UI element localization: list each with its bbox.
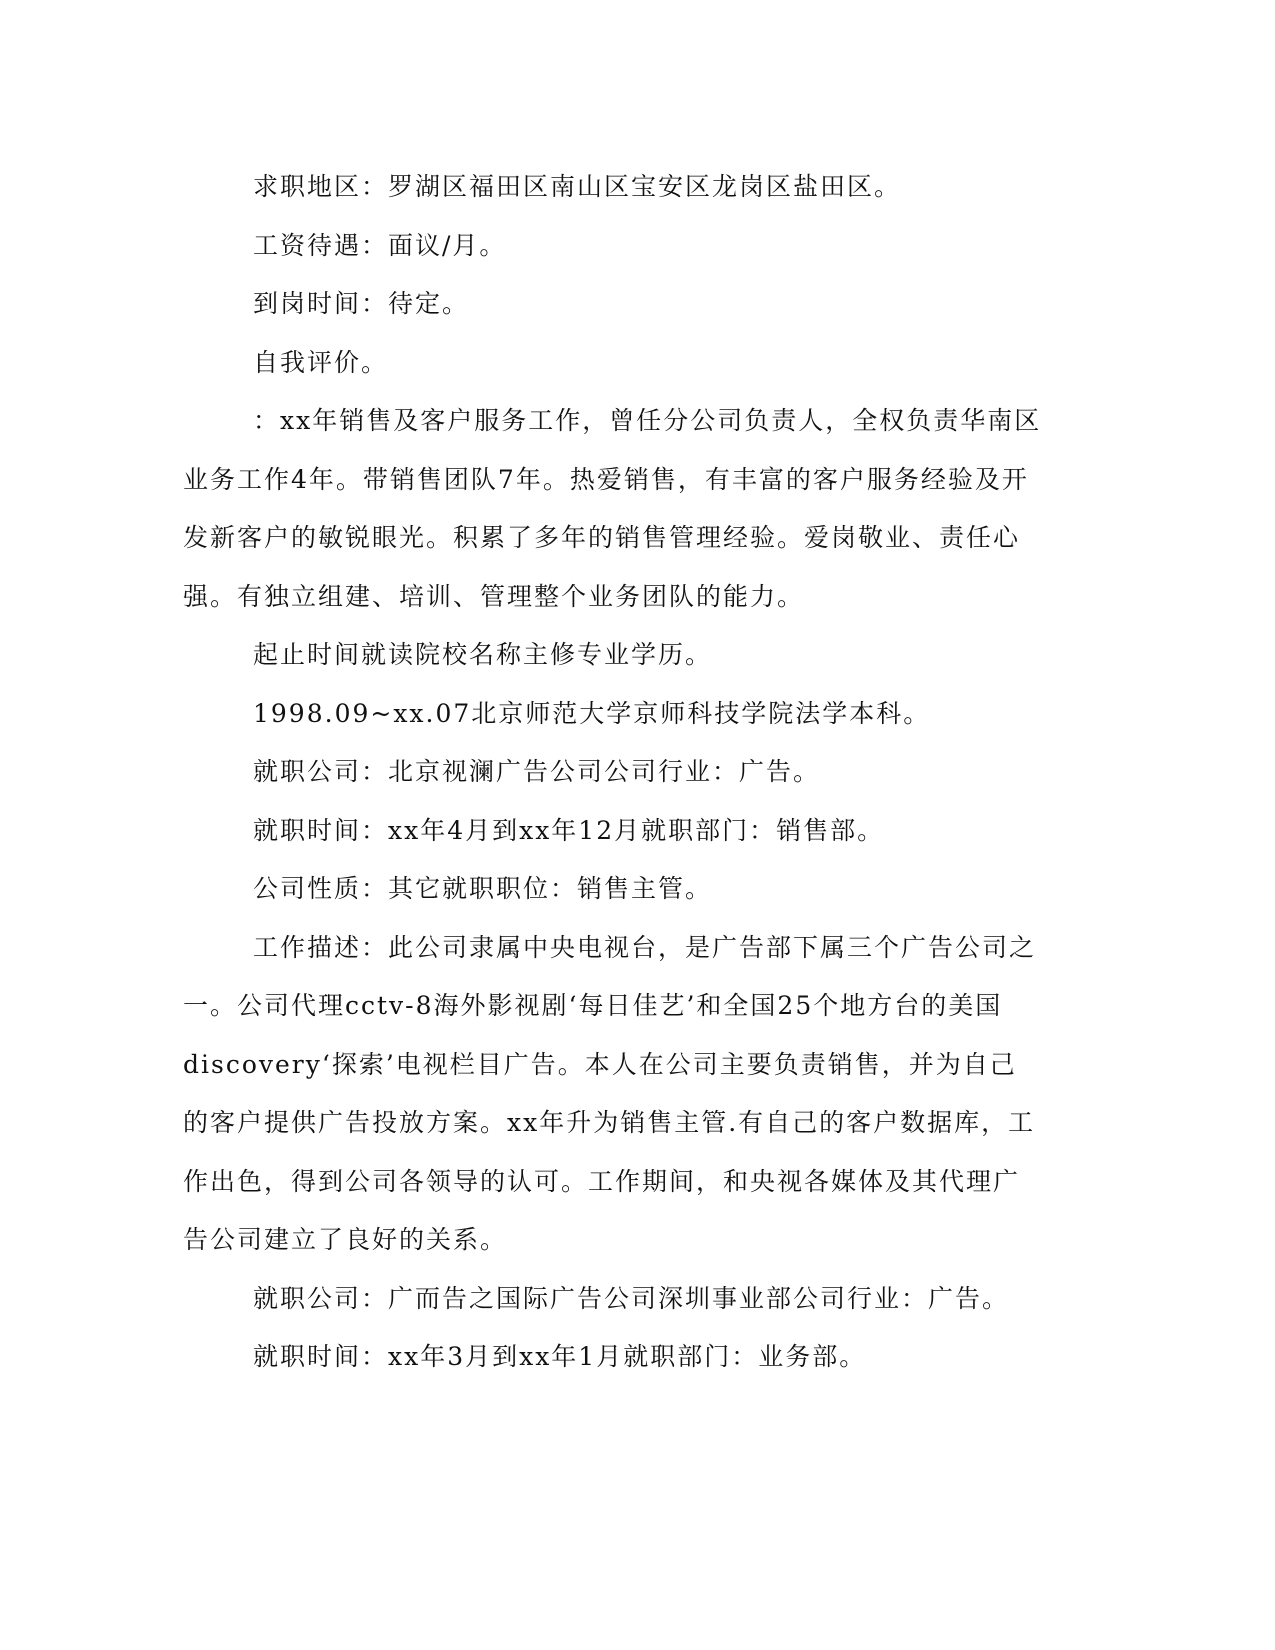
company-2-paragraph: 就职公司：广而告之国际广告公司深圳事业部公司行业：广告。 (253, 1283, 1010, 1313)
education-header-paragraph: 起止时间就读院校名称主修专业学历。 (253, 640, 713, 669)
company-1-nature-paragraph: 公司性质：其它就职职位：销售主管。 (253, 874, 713, 903)
company-1-description-paragraph: 工作描述：此公司隶属中央电视台，是广告部下属三个广告公司之一。公司代理cctv-8海外影视剧‘每日佳艺’和全国25个地方台的美国discovery‘探索’电视栏目广告。本人在公司主要负责销售，并为自己的客户提供广告投放方案。xx年升为销售主管.有自己的客户数据库，工作出色，得到公司各领导的认可。工作期间，和央视各媒体及其代理广告公司建立了良好的关系。 (183, 932, 1037, 1254)
education-entry-paragraph: 1998.09~xx.07北京师范大学京师科技学院法学本科。 (253, 698, 931, 728)
job-location-paragraph: 求职地区：罗湖区福田区南山区宝安区龙岗区盐田区。 (253, 172, 902, 201)
company-1-period-paragraph: 就职时间：xx年4月到xx年12月就职部门：销售部。 (253, 815, 885, 845)
company-2-period-paragraph: 就职时间：xx年3月到xx年1月就职部门：业务部。 (253, 1342, 867, 1371)
self-evaluation-paragraph: ：xx年销售及客户服务工作，曾任分公司负责人，全权负责华南区业务工作4年。带销售团队7年。热爱销售，有丰富的客户服务经验及开发新客户的敏锐眼光。积累了多年的销售管理经验。爱岗敬业、责任心强。有独立组建、培训、管理整个业务团队的能力。 (183, 406, 1042, 611)
document-body (183, 158, 1043, 1387)
salary-paragraph: 工资待遇：面议/月。 (253, 230, 507, 260)
self-evaluation-heading: 自我评价。 (253, 347, 389, 377)
start-date-paragraph: 到岗时间：待定。 (253, 289, 470, 318)
company-1-paragraph: 就职公司：北京视澜广告公司公司行业：广告。 (253, 757, 821, 786)
